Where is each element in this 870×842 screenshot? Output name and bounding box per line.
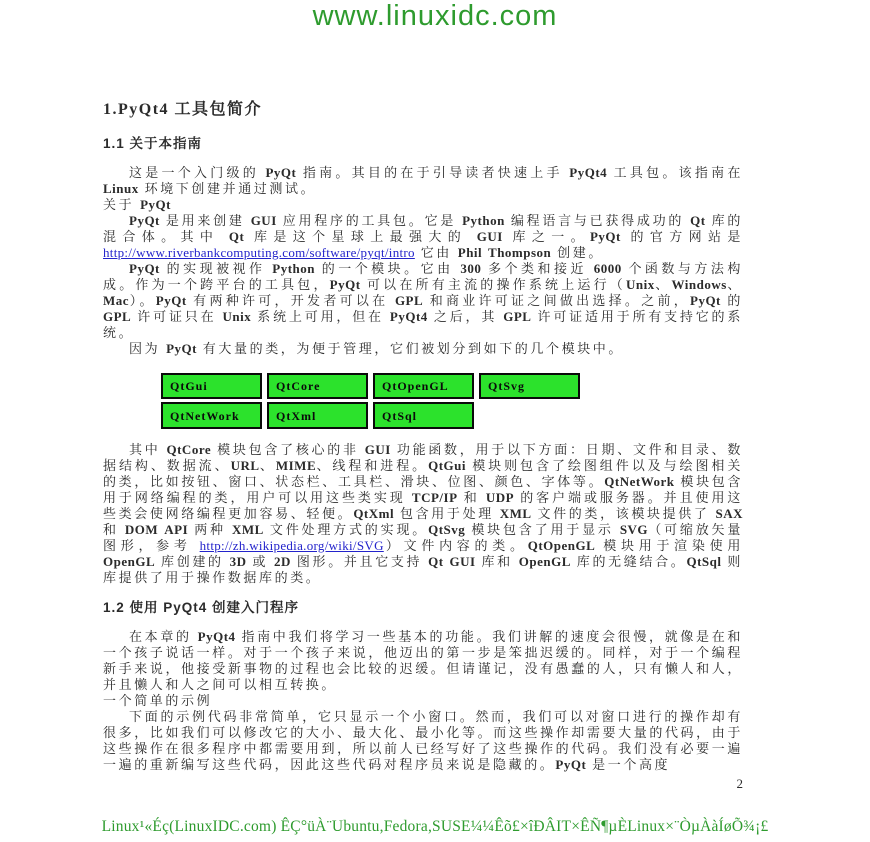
site-watermark-header: www.linuxidc.com bbox=[312, 0, 558, 32]
document-content bbox=[103, 101, 743, 773]
about-pyqt-subhead: 关于 PyQt bbox=[103, 197, 171, 212]
simple-example-subhead: 一个简单的示例 bbox=[103, 693, 213, 708]
tutorial-pace-paragraph: 在本章的 PyQt4 指南中我们将学习一些基本的功能。我们讲解的速度会很慢，就像是在和一个孩子说话一样。对于一个孩子来说，他迈出的第一步是笨拙迟缓的。同样，对于一个编程新手来说，他接受新事物的过程也会比较的迟缓。但请谨记，没有愚蠢的人，只有懒人和人，并且懒人和人之间可以相互转换。 bbox=[103, 629, 743, 692]
wikipedia-svg-link[interactable]: http://zh.wikipedia.org/wiki/SVG bbox=[199, 538, 384, 553]
module-box-qtnetwork: QtNetWork bbox=[161, 402, 262, 429]
implementation-paragraph: PyQt 的实现被视作 Python 的一个模块。它由 300 多个类和接近 6000 个函数与方法构成。作为一个跨平台的工具包，PyQt 可以在所有主流的操作系统上运行（Unix、Windows、Mac）。PyQt 有两种许可，开发者可以在 GPL 和商业许可证之间做出选择。之前，PyQt 的 GPL 许可证只在 Unix 系统上可用，但在 PyQt4 之后，其 GPL 许可证适用于所有支持它的系统。 bbox=[103, 261, 744, 340]
module-box-qtsql: QtSql bbox=[373, 402, 474, 429]
paragraph-text: 它由 Phil Thompson 创建。 bbox=[420, 245, 604, 260]
module-box-qtcore: QtCore bbox=[267, 373, 368, 399]
module-box-qtopengl: QtOpenGL bbox=[373, 373, 474, 399]
module-box-qtxml: QtXml bbox=[267, 402, 368, 429]
page-number: 2 bbox=[736, 776, 743, 791]
module-row-2 bbox=[161, 402, 743, 429]
paragraph-text: ）文件内容的类。QtOpenGL 模块用于渲染使用 OpenGL 库创建的 3D 或 2D 图形。并且它支持 Qt GUI 库和 OpenGL 库的无缝结合。QtSql 则库提供了用于操作数据库的类。 bbox=[103, 538, 743, 585]
paragraph-text: PyQt 是用来创建 GUI 应用程序的工具包。它是 Python 编程语言与已获得成功的 Qt 库的混合体。其中 Qt 库是这个星球上最强大的 GUI 库之一。PyQt 的官方网站是 bbox=[103, 213, 743, 244]
section-1-1-title: 1.1 关于本指南 bbox=[103, 136, 203, 151]
module-box-qtgui: QtGui bbox=[161, 373, 262, 399]
chapter-title: 1.PyQt4 工具包简介 bbox=[103, 101, 263, 118]
riverbank-link[interactable]: http://www.riverbankcomputing.com/software/pyqt/intro bbox=[103, 245, 415, 260]
site-watermark-footer: Linux¹«Éç(LinuxIDC.com) ÊÇ°üÀ¨Ubuntu,Fedora,SUSE¼¼Êõ£×îÐÂIT×ÊÑ¶µÈLinux×¨ÒµÀàÍøÕ¾¡£ bbox=[101, 818, 769, 835]
module-row-1 bbox=[161, 373, 743, 399]
intro-paragraph: 这是一个入门级的 PyQt 指南。其目的在于引导读者快速上手 PyQt4 工具包。该指南在 Linux 环境下创建并通过测试。 bbox=[103, 165, 743, 196]
modules-intro-paragraph: 因为 PyQt 有大量的类，为便于管理，它们被划分到如下的几个模块中。 bbox=[129, 341, 625, 356]
example-code-paragraph: 下面的示例代码非常简单，它只显示一个小窗口。然而，我们可以对窗口进行的操作却有很多，比如我们可以修改它的大小、最大化、最小化等。而这些操作却需要大量的代码，由于这些操作在很多程序中都需要用到，所以前人已经写好了这些操作的代码。我们没有必要一遍一遍的重新编写这些代码，因此这些代码对程序员来说是隐藏的。PyQt 是一个高度 bbox=[103, 709, 743, 772]
paragraph-text: 其中 QtCore 模块包含了核心的非 GUI 功能函数，用于以下方面：日期、文件和目录、数据结构、数据流、URL、MIME、线程和进程。QtGui 模块则包含了绘图组件以及与绘图相关的类，比如按钮、窗口、状态栏、工具栏、滑块、位图、颜色、字体等。QtNetWork 模块包含用于网络编程的类，用户可以用这些类实现 TCP/IP 和 UDP 的客户端或服务器。并且使用这些类会使网络编程更加容易、轻便。QtXml 包含用于处理 XML 文件的类，该模块提供了 SAX 和 DOM API 两种 XML 文件处理方式的实现。QtSvg 模块包含了用于显示 SVG（可缩放矢量图形，参考 bbox=[103, 442, 743, 553]
module-diagram bbox=[161, 373, 743, 429]
official-site-paragraph bbox=[103, 213, 743, 261]
section-1-2-title: 1.2 使用 PyQt4 创建入门程序 bbox=[103, 600, 300, 615]
module-box-qtsvg: QtSvg bbox=[479, 373, 580, 399]
modules-detail-paragraph bbox=[103, 442, 743, 586]
